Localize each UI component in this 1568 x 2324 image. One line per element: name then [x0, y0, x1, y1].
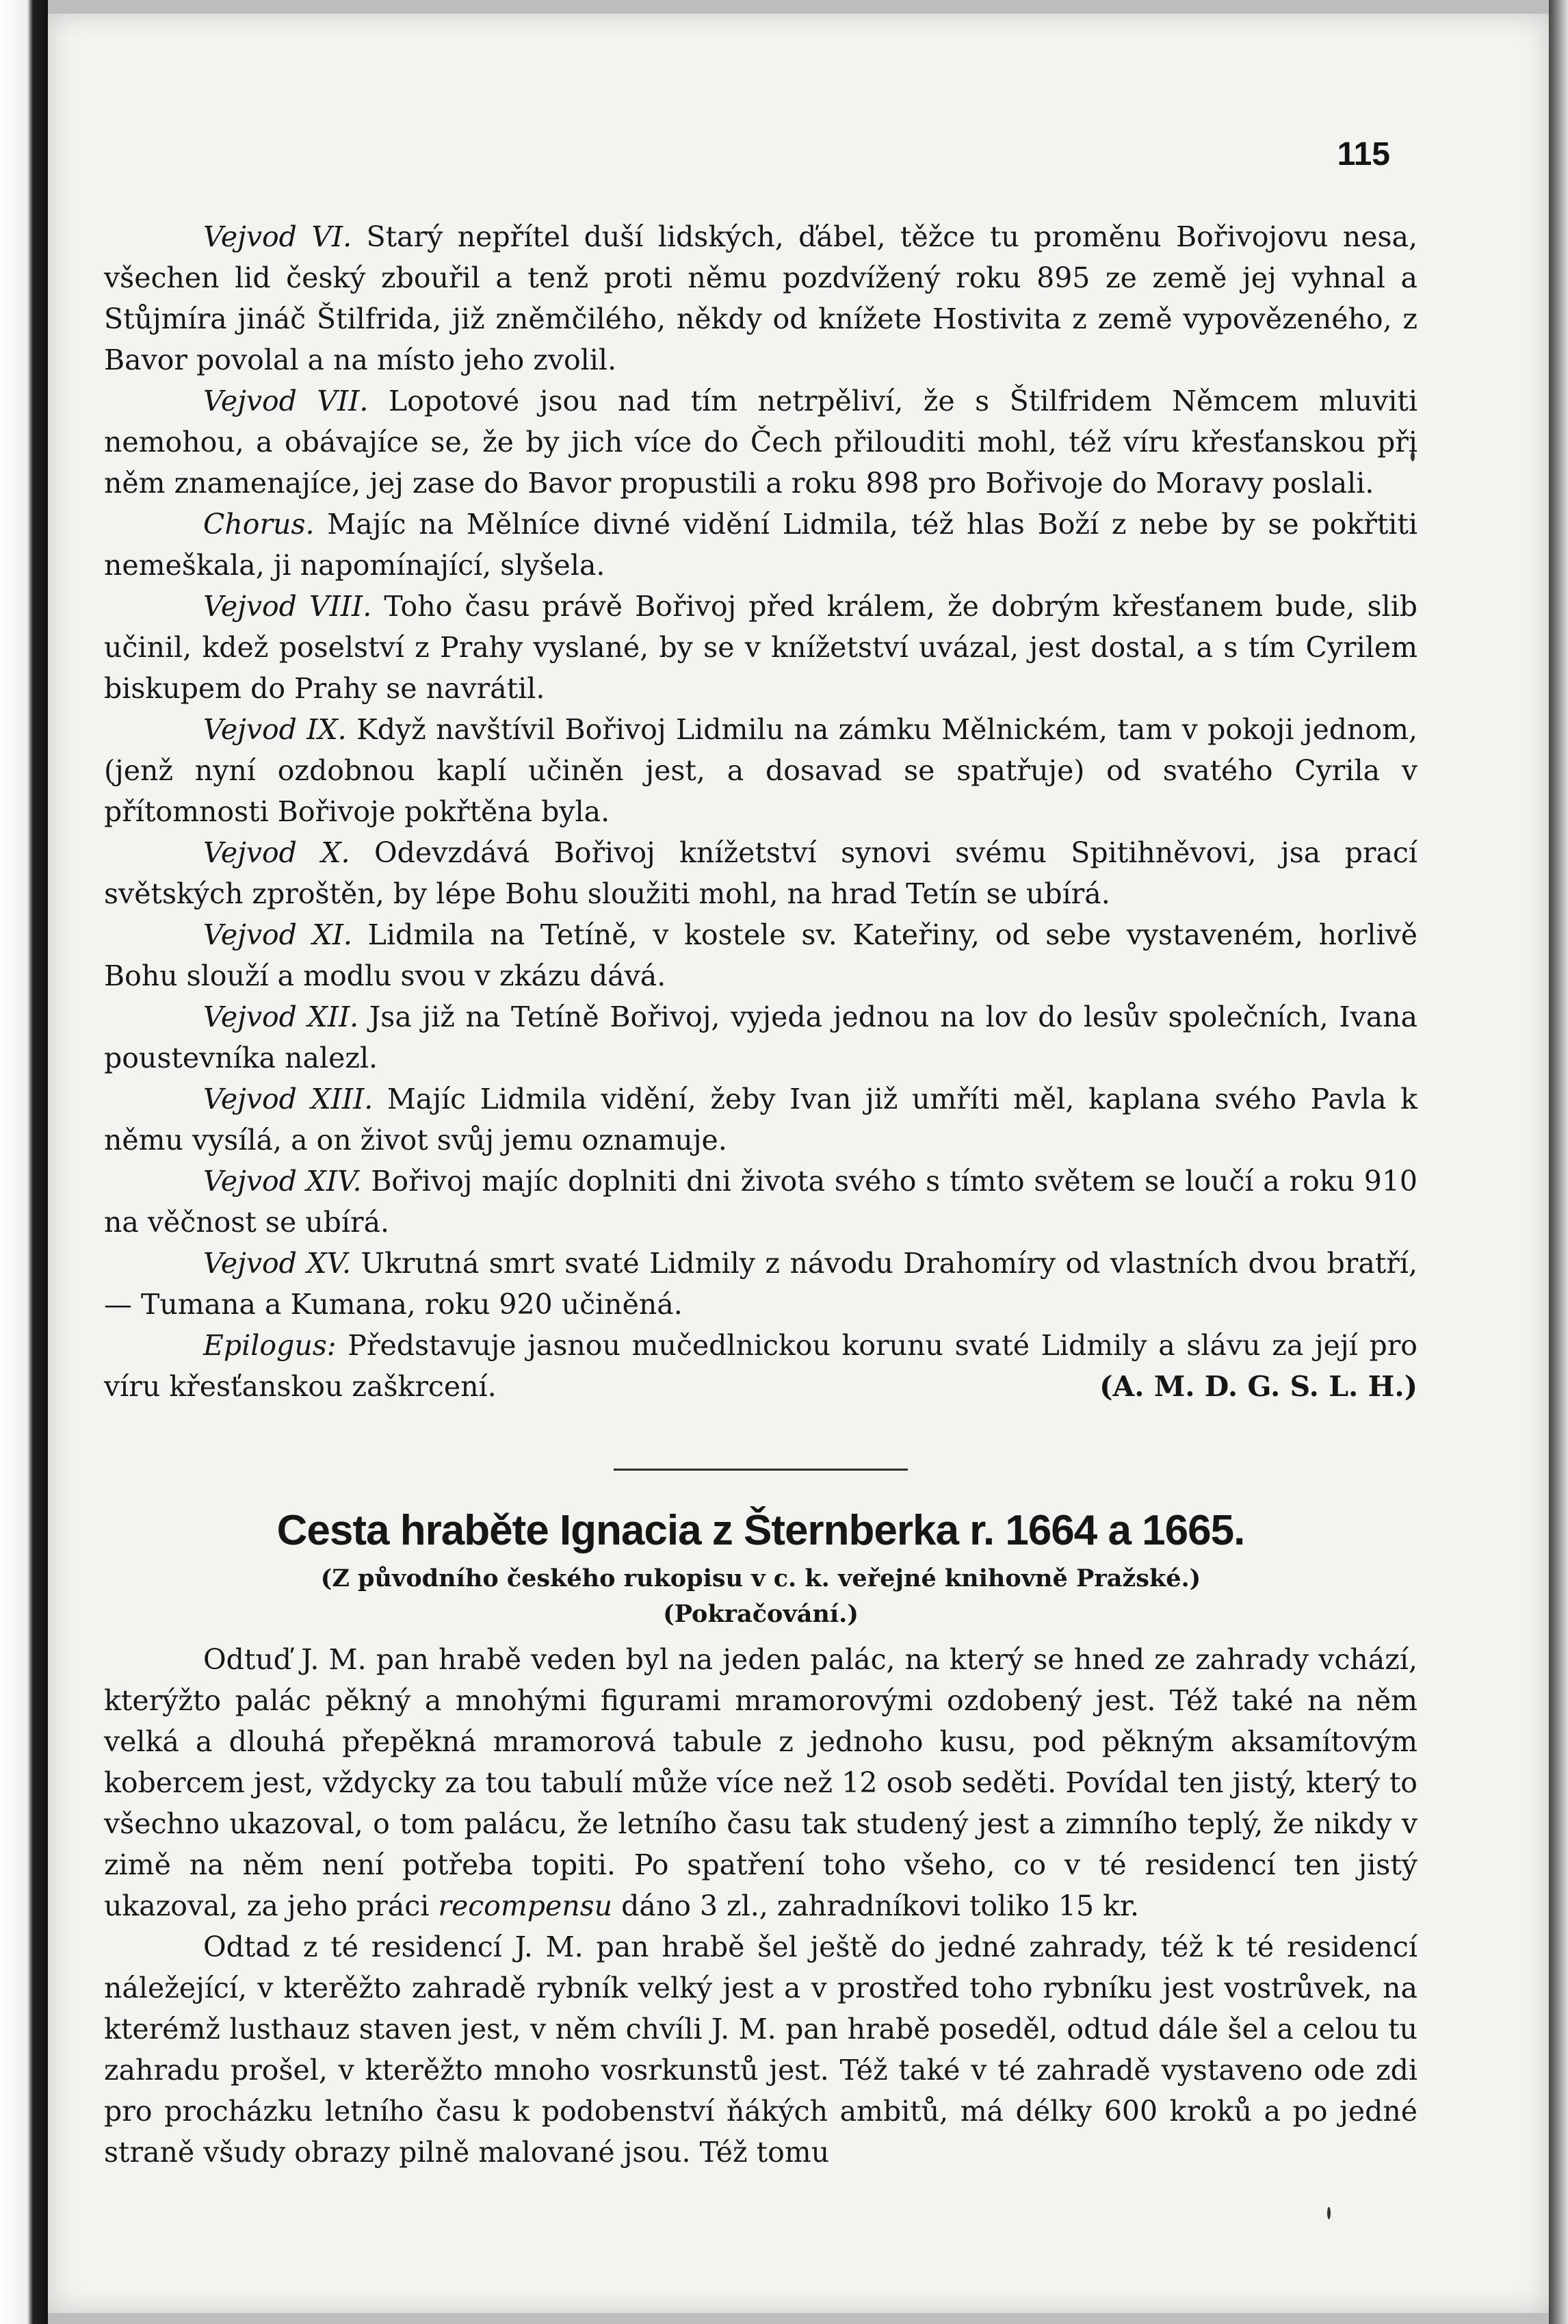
epilogue-text: Představuje jasnou mučedlnickou korunu svaté Lidmily a slávu za její pro víru křesťanskou zaškrcení.: [104, 1329, 1417, 1403]
scan-left-margin: [0, 0, 48, 2324]
scene-label: Vejvod XIV.: [203, 1165, 362, 1198]
scene-label: Vejvod X.: [203, 836, 350, 869]
scene-paragraph: [104, 832, 1417, 914]
article-title: Cesta hraběte Ignacia z Šternberka r. 1664 a 1665.: [276, 1507, 1245, 1554]
scene-paragraph: [104, 1079, 1417, 1161]
scene-label: Vejvod IX.: [203, 713, 347, 746]
scene-label: Vejvod VIII.: [203, 590, 372, 623]
scene-paragraph: [104, 1161, 1417, 1243]
scene-label: Chorus.: [203, 508, 315, 541]
page-sheet: [48, 14, 1549, 2313]
scene-text: Lopotové jsou nad tím netrpěliví, že s Štilfridem Němcem mluviti nemohou, a obávajíce se, že by jich více do Čech přilouditi mohl, též víru křesťanskou při něm znamenajíce, jej zase do Bavor propustili a roku 898 pro Bořivoje do Moravy poslali.: [104, 385, 1418, 500]
article-text: Odtuď J. M. pan hrabě veden byl na jeden palác, na který se hned ze zahrady vchází, kterýžto palác pěkný a mnohými figurami mramorovými ozdobený jest. Též také na něm velká a dlouhá přepěkná mramorová tabule z jednoho kusu, pod pěkným aksamítovým kobercem jest, vždycky za tou tabulí může více než 12 osob seděti. Povídal ten jistý, který to všechno ukazoval, o tom palácu, že letního času tak studený jest a zimního teplý, že nikdy v zimě na něm není potřeba topiti. Po spatření toho všeho, co v té residencí ten jistý ukazoval, za jeho práci: [104, 1643, 1417, 1922]
scene-paragraph: [104, 1243, 1417, 1325]
article-paragraph: [104, 1926, 1417, 2173]
article-subtitle: (Z původního českého rukopisu v c. k. veřejné knihovně Pražské.): [320, 1564, 1201, 1592]
paper-speck: [1327, 2207, 1331, 2219]
article-paragraph: [104, 1639, 1417, 1926]
article-text: Odtad z té residencí J. M. pan hrabě šel ještě do jedné zahrady, též k té residencí náležející, v kterěžto zahradě rybník velký jest a v prostřed toho rybníku jest vostrůvek, na kterémž lusthauz staven jest, v něm chvíli J. M. pan hrabě poseděl, odtud dále šel a celou tu zahradu prošel, v kterěžto mnoho vosrkunstů jest. Též také v té zahradě vystaveno ode zdi pro procházku letního času k podobenství ňákých ambitů, má délky 600 kroků a po jedné straně všudy obrazy pilně malované jsou. Též tomu: [104, 1931, 1417, 2169]
scene-text: Majíc Lidmila vidění, žeby Ivan již umříti měl, kaplana svého Pavla k němu vysílá, a on život svůj jemu oznamuje.: [104, 1083, 1417, 1157]
scene-text: Lidmila na Tetíně, v kostele sv. Kateřiny, od sebe vystaveném, horlivě Bohu slouží a modlu svou v zkázu dává.: [104, 918, 1417, 992]
epilogue-label: Epilogus:: [203, 1329, 337, 1362]
scan-right-margin: [1549, 0, 1568, 2324]
page-body: [104, 216, 1417, 2173]
scene-paragraph: [104, 709, 1417, 832]
scene-label: Vejvod XII.: [203, 1000, 359, 1033]
scene-text: Majíc na Mělníce divné vidění Lidmila, též hlas Boží z nebe by se pokřtiti nemeškala, ji napomínající, slyšela.: [104, 508, 1417, 582]
scene-label: Vejvod XIII.: [203, 1083, 374, 1115]
scene-paragraph: [104, 996, 1417, 1079]
section-divider: [614, 1469, 908, 1471]
scene-text: Toho času právě Bořivoj před králem, že dobrým křesťanem bude, slib učinil, kdež poselství z Prahy vyslané, by se v knížetství uvázal, jest dostal, a s tím Cyrilem biskupem do Prahy se navrátil.: [104, 590, 1418, 705]
scene-text: Když navštívil Bořivoj Lidmilu na zámku Mělnickém, tam v pokoji jednom, (jenž nyní ozdobnou kaplí učiněn jest, a dosavad se spatřuje) od svatého Cyrila v přítomnosti Bořivoje pokřtěna byla.: [104, 713, 1417, 828]
epilogue-paragraph: [104, 1325, 1417, 1407]
scene-paragraph: [104, 216, 1417, 380]
scene-label: Vejvod VII.: [203, 385, 369, 417]
scene-paragraph: [104, 586, 1417, 709]
article-text: dáno 3 zl., zahradníkovi toliko 15 kr.: [612, 1889, 1140, 1922]
scene-paragraph: [104, 914, 1417, 996]
scene-label: Vejvod VI.: [203, 220, 352, 253]
scene-text: Starý nepřítel duší lidských, ďábel, těžce tu proměnu Bořivojovu nesa, všechen lid český zbouřil a tenž proti němu pozdvížený roku 895 ze země jej vyhnal a Stůjmíra jináč Štilfrida, již zněmčilého, někdy od knížete Hostivita z země vypovězeného, z Bavor povolal a na místo jeho zvolil.: [104, 220, 1417, 376]
article-emphasis: recompensu: [438, 1889, 613, 1922]
scene-text: Ukrutná smrt svaté Lidmily z návodu Drahomíry od vlastních dvou bratří, — Tumana a Kumana, roku 920 učiněná.: [104, 1247, 1418, 1321]
article-continued-note: (Pokračování.): [663, 1600, 859, 1628]
page-number: 115: [1337, 136, 1390, 172]
author-signature: (A. M. D. G. S. L. H.): [1099, 1370, 1417, 1403]
scene-text: Bořivoj majíc doplniti dni života svého s tímto světem se loučí a roku 910 na věčnost se ubírá.: [104, 1165, 1417, 1239]
scene-text: Odevzdává Bořivoj knížetství synovi svému Spitihněvovi, jsa prací světských zproštěn, by lépe Bohu sloužiti mohl, na hrad Tetín se ubírá.: [104, 836, 1417, 910]
scene-paragraph: [104, 504, 1417, 586]
scene-label: Vejvod XI.: [203, 918, 352, 951]
scene-label: Vejvod XV.: [203, 1247, 352, 1280]
scene-text: Jsa již na Tetíně Bořivoj, vyjeda jednou na lov do lesův společních, Ivana poustevníka nalezl.: [104, 1000, 1417, 1074]
scene-paragraph: [104, 380, 1417, 504]
